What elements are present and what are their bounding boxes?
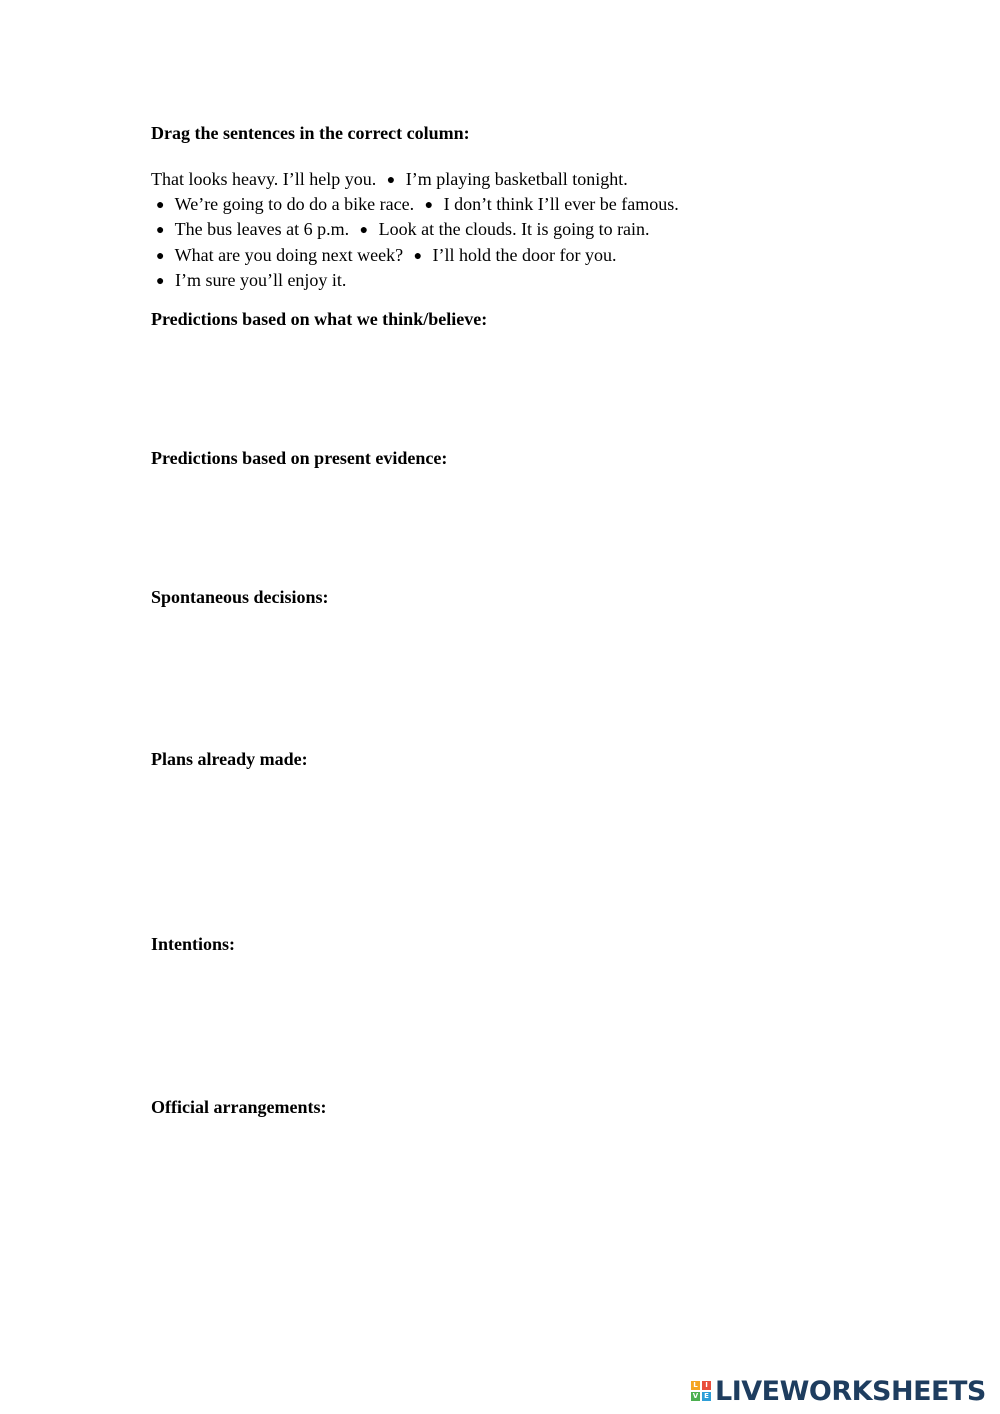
- sentence-line: [151, 269, 911, 294]
- sentence-item[interactable]: The bus leaves at 6 p.m.: [174, 219, 350, 240]
- category-heading-predictions-evidence: Predictions based on present evidence:: [151, 448, 448, 468]
- sentence-item[interactable]: I don’t think I’ll ever be famous.: [443, 194, 679, 215]
- drop-zone-intentions[interactable]: [151, 959, 851, 1089]
- sentence-item[interactable]: What are you doing next week?: [174, 244, 404, 265]
- sentence-line: [151, 168, 911, 193]
- bullet-icon: ●: [424, 198, 434, 214]
- sentence-line: [151, 244, 911, 269]
- drop-zone-official-arrangements[interactable]: [151, 1122, 851, 1282]
- logo-square: V: [692, 1392, 699, 1400]
- sentence-line: [151, 218, 911, 243]
- logo-square: I: [702, 1381, 711, 1390]
- bullet-icon: ●: [156, 223, 165, 239]
- logo-square: E: [702, 1392, 711, 1401]
- bullet-icon: ●: [156, 198, 165, 214]
- drop-zone-predictions-believe[interactable]: [151, 334, 851, 444]
- logo-square: L: [691, 1381, 700, 1390]
- drop-zone-predictions-evidence[interactable]: [151, 473, 851, 583]
- drop-zone-spontaneous-decisions[interactable]: [151, 612, 851, 742]
- sentence-bank: [151, 168, 911, 294]
- logo-wordmark: LIVEWORKSHEETS: [715, 1375, 986, 1407]
- sentence-item[interactable]: I’ll hold the door for you.: [432, 244, 617, 265]
- category-heading-predictions-believe: Predictions based on what we think/believe:: [151, 309, 488, 329]
- bullet-icon: ●: [386, 173, 396, 188]
- sentence-item[interactable]: We’re going to do do a bike race.: [174, 194, 415, 215]
- sentence-item[interactable]: I’m sure you’ll enjoy it.: [174, 269, 347, 290]
- category-heading-spontaneous-decisions: Spontaneous decisions:: [151, 587, 329, 607]
- liveworksheets-logo: [691, 1374, 986, 1408]
- instruction-heading: Drag the sentences in the correct column:: [151, 123, 470, 143]
- sentence-item[interactable]: Look at the clouds. It is going to rain.: [378, 219, 650, 240]
- category-heading-official-arrangements: Official arrangements:: [151, 1097, 327, 1117]
- sentence-item[interactable]: That looks heavy. I’ll help you.: [151, 169, 377, 189]
- logo-squares-icon: [691, 1381, 711, 1401]
- bullet-icon: ●: [413, 248, 423, 264]
- category-heading-intentions: Intentions:: [151, 934, 236, 954]
- bullet-icon: ●: [156, 273, 165, 289]
- category-heading-plans-made: Plans already made:: [151, 749, 308, 769]
- drop-zone-plans-made[interactable]: [151, 774, 851, 924]
- bullet-icon: ●: [359, 223, 369, 239]
- sentence-item[interactable]: I’m playing basketball tonight.: [405, 169, 628, 189]
- sentence-line: [151, 193, 911, 218]
- bullet-icon: ●: [156, 248, 165, 264]
